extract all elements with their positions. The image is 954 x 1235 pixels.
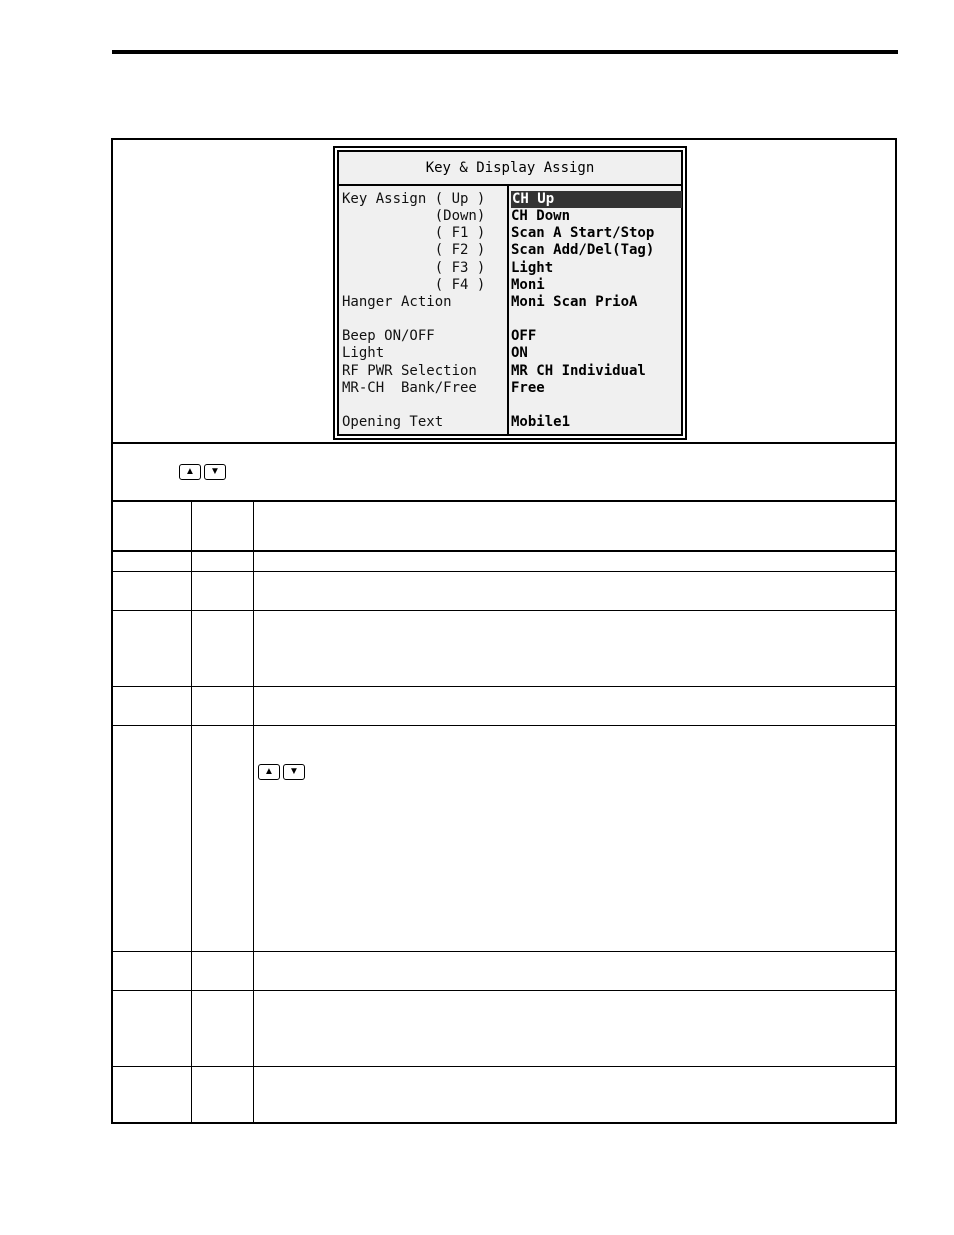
screen-setting-row[interactable]: [339, 294, 681, 311]
setting-label: Hanger Action: [342, 293, 452, 310]
screen-setting-row[interactable]: [339, 277, 681, 294]
table-row: [113, 611, 895, 687]
table-row: [113, 572, 895, 611]
screen-setting-row[interactable]: [339, 345, 681, 362]
screen-setting-row[interactable]: [339, 328, 681, 345]
setting-label: Key Assign ( Up ): [342, 191, 486, 207]
table-row: [113, 726, 895, 952]
setting-value: MR CH Individual: [511, 362, 646, 379]
arrow-keys: [179, 464, 226, 480]
setting-value: Moni: [511, 276, 545, 293]
setting-value: OFF: [511, 328, 537, 345]
setting-value: Scan Add/Del(Tag): [511, 242, 655, 259]
table-row: [113, 1067, 895, 1124]
screen-setting-row[interactable]: [339, 260, 681, 277]
down-arrow-key-icon[interactable]: ▼: [283, 764, 305, 780]
setting-value: Mobile1: [511, 413, 571, 430]
screen-setting-row[interactable]: [339, 363, 681, 380]
screen-setting-row[interactable]: [339, 311, 681, 328]
table-header-row: [113, 502, 895, 552]
lcd-inner: [337, 150, 683, 436]
setting-value: Scan A Start/Stop: [511, 225, 655, 242]
screen-section: [113, 140, 895, 444]
setting-value: Light: [511, 259, 554, 276]
setting-value: Moni Scan PrioA: [511, 293, 638, 310]
up-arrow-key-icon[interactable]: ▲: [258, 764, 280, 780]
table-row: [113, 991, 895, 1067]
lcd-screen: [333, 146, 687, 440]
setting-value: CH Down: [511, 208, 571, 225]
setting-label: (Down): [342, 208, 486, 225]
table-row: [113, 952, 895, 991]
settings-table: [113, 502, 895, 1124]
setting-label: RF PWR Selection: [342, 362, 477, 379]
table-row: [113, 552, 895, 572]
screen-title: Key & Display Assign: [339, 152, 681, 186]
screen-setting-row[interactable]: [339, 208, 681, 225]
screen-setting-row[interactable]: [339, 414, 681, 431]
up-arrow-key-icon[interactable]: ▲: [179, 464, 201, 480]
table-row: [113, 687, 895, 726]
setting-label: ( F2 ): [342, 242, 486, 259]
key-instruction-row: [113, 444, 895, 502]
setting-label: Beep ON/OFF: [342, 328, 435, 345]
setting-label: Light: [342, 345, 385, 362]
manual-frame: [111, 138, 897, 1124]
screen-setting-row[interactable]: [339, 397, 681, 414]
screen-setting-row[interactable]: [339, 242, 681, 259]
setting-label: ( F4 ): [342, 276, 486, 293]
page-top-rule: [112, 50, 898, 54]
lcd-body: [339, 186, 681, 434]
setting-label: ( F1 ): [342, 225, 486, 242]
setting-label: ( F3 ): [342, 259, 486, 276]
screen-setting-row[interactable]: [339, 225, 681, 242]
setting-label: Opening Text: [342, 413, 444, 430]
down-arrow-key-icon[interactable]: ▼: [204, 464, 226, 480]
setting-label: MR-CH Bank/Free: [342, 379, 477, 396]
arrow-keys: [258, 764, 305, 780]
setting-value: ON: [511, 345, 528, 362]
screen-setting-row[interactable]: [339, 380, 681, 397]
setting-value-selected: CH Up: [511, 191, 682, 208]
setting-value: Free: [511, 379, 545, 396]
screen-setting-row[interactable]: [339, 191, 681, 208]
